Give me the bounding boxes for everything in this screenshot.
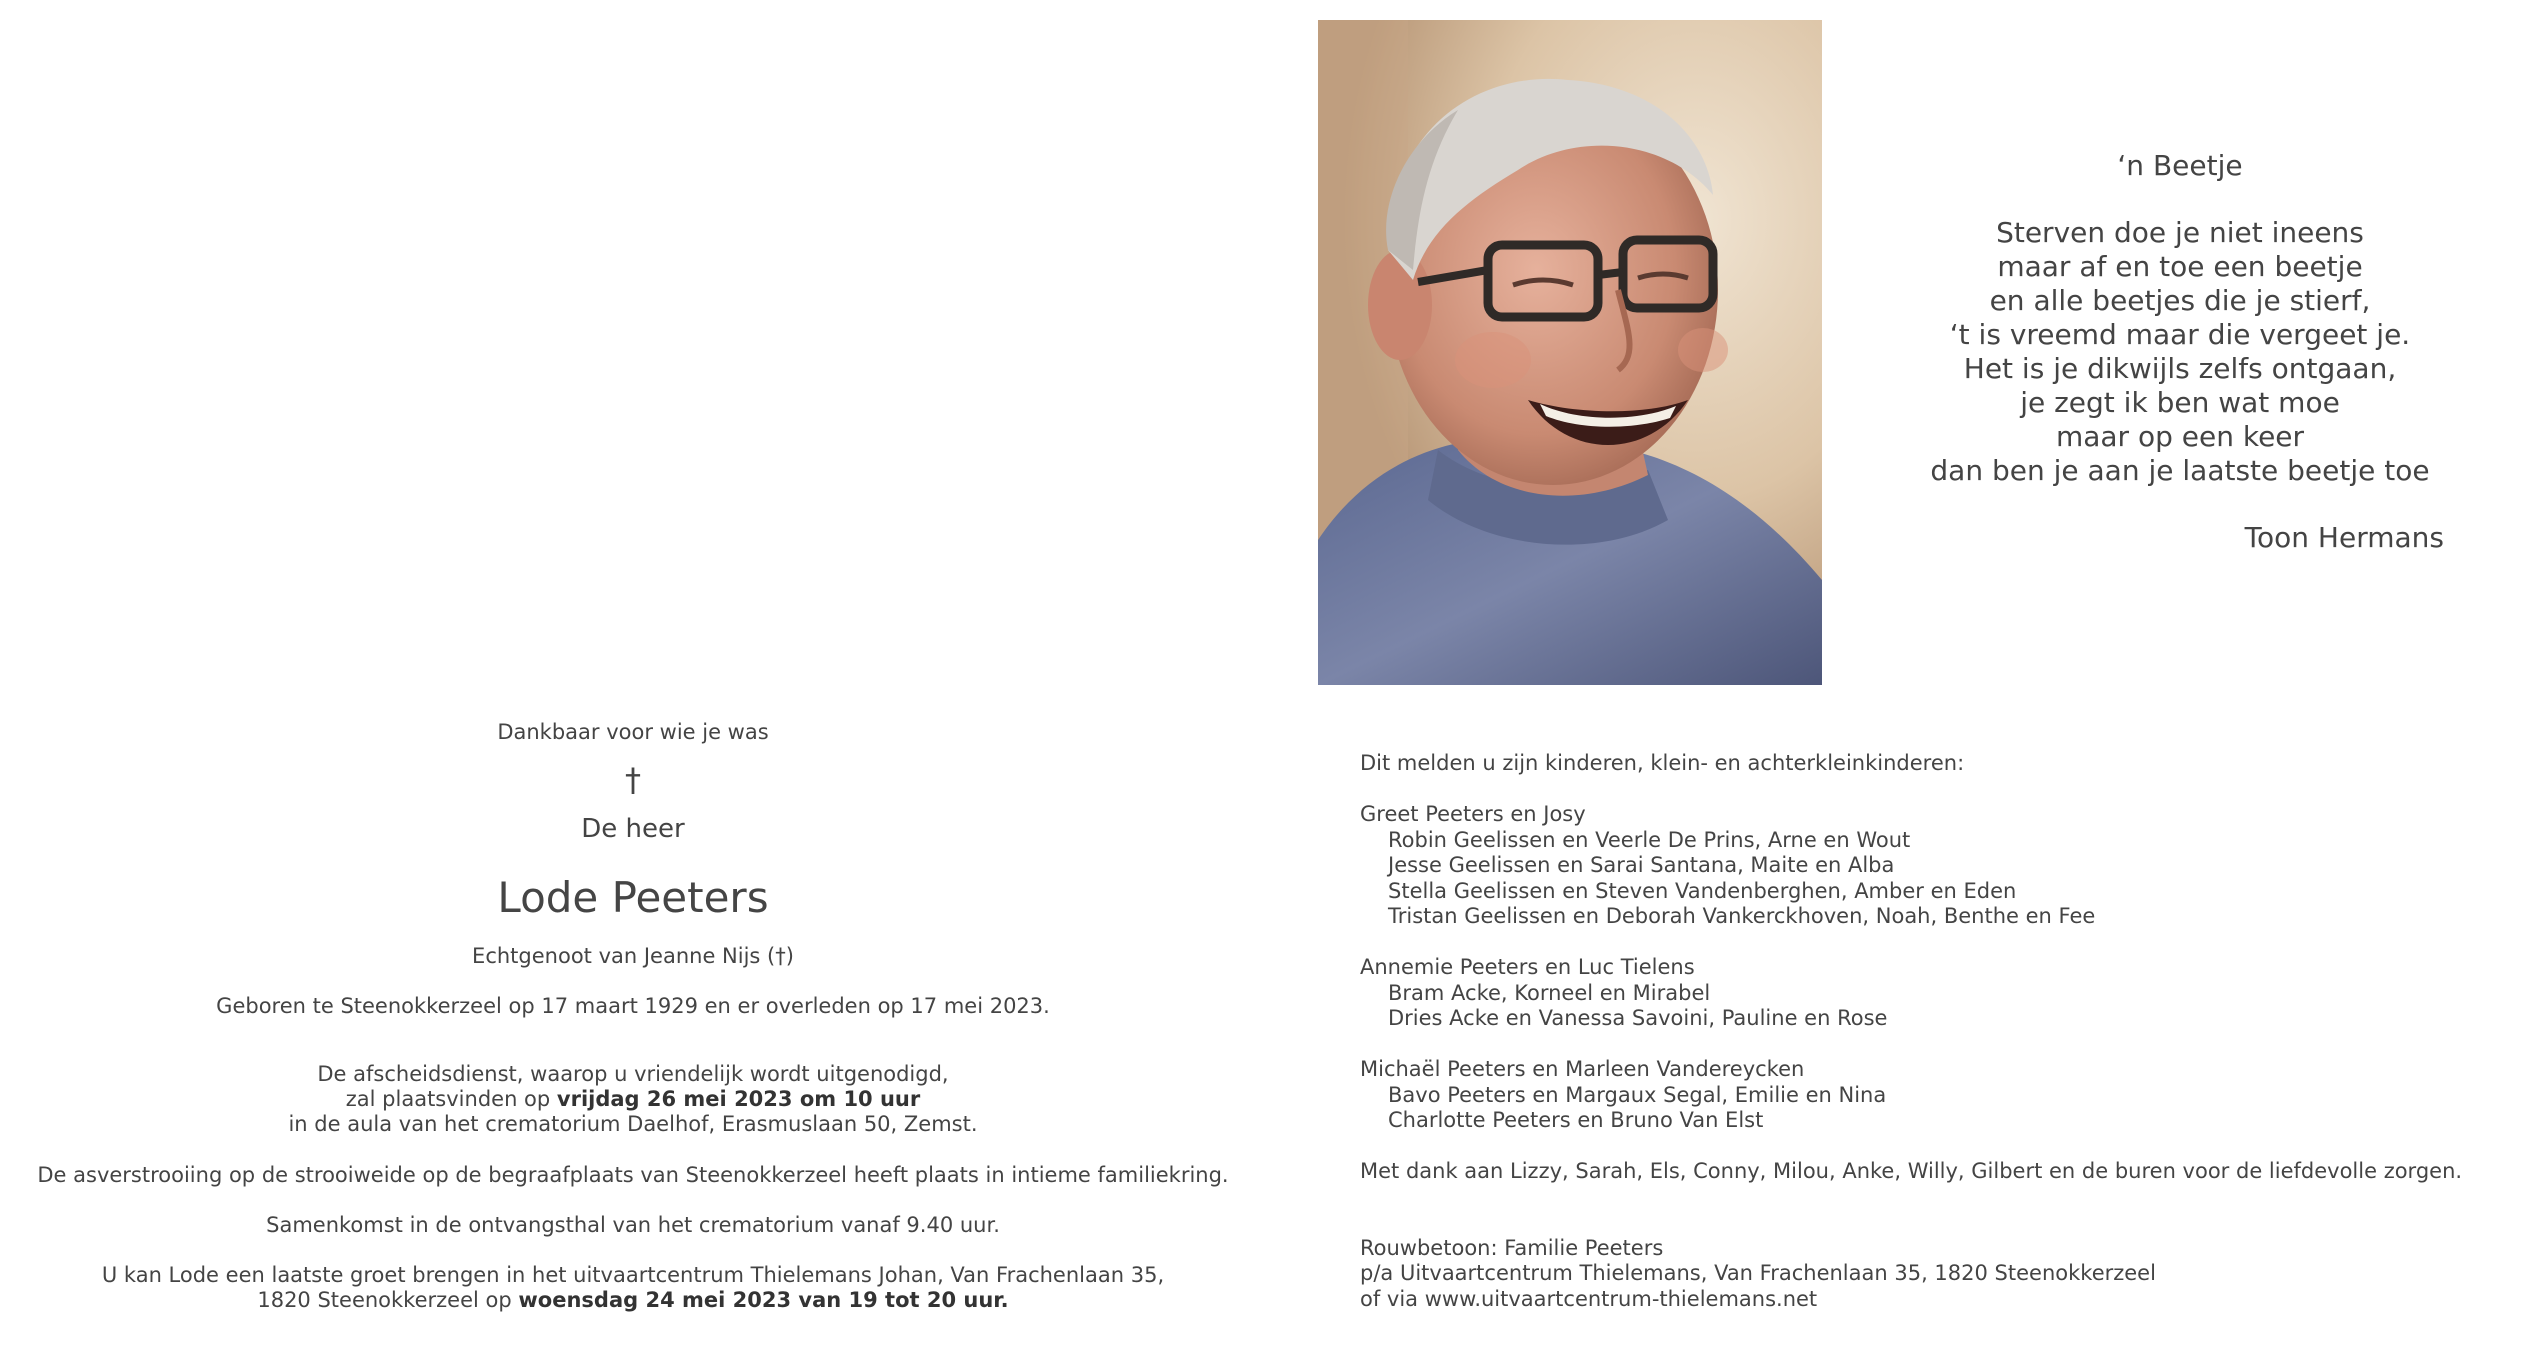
address-line-3: of via www.uitvaartcentrum-thielemans.net xyxy=(1360,1286,1818,1311)
service-date: vrijdag 26 mei 2023 om 10 uur xyxy=(556,1087,921,1111)
farewell-line-2-prefix: 1820 Steenokkerzeel op xyxy=(257,1288,519,1312)
gathering-text: Samenkomst in de ontvangsthal van het crematorium vanaf 9.40 uur. xyxy=(266,1213,1000,1237)
farewell-line-2 xyxy=(0,1288,1266,1313)
service-line-2-prefix: zal plaatsvinden op xyxy=(345,1087,557,1111)
poem-line: ‘t is vreemd maar die vergeet je. xyxy=(1949,318,2411,351)
family-intro: Dit melden u zijn kinderen, klein- en achterkleinkinderen: xyxy=(1360,751,1965,775)
poem-line: Sterven doe je niet ineens xyxy=(1996,216,2364,249)
cross-symbol: † xyxy=(625,761,641,799)
poem-author: Toon Hermans xyxy=(2244,521,2444,554)
family-member: Robin Geelissen en Veerle De Prins, Arne en Wout xyxy=(1388,827,1911,852)
family-member: Jesse Geelissen en Sarai Santana, Maite en Alba xyxy=(1388,853,1895,877)
spacer xyxy=(1360,1185,2500,1211)
family-member: Tristan Geelissen en Deborah Vankerckhoven, Noah, Benthe en Fee xyxy=(1388,904,2096,928)
spacer xyxy=(1360,1032,2500,1058)
poem-line: Het is je dikwijls zelfs ontgaan, xyxy=(1963,352,2397,385)
family-member: Dries Acke en Vanessa Savoini, Pauline en Rose xyxy=(1388,1006,1888,1030)
spouse-text: Echtgenoot van Jeanne Nijs (†) xyxy=(472,944,794,968)
intro-text: Dankbaar voor wie je was xyxy=(497,720,769,744)
portrait-photo xyxy=(1318,20,1822,685)
family-listing xyxy=(1360,751,2500,1312)
farewell-date: woensdag 24 mei 2023 van 19 tot 20 uur. xyxy=(518,1288,1009,1312)
family-group-head: Greet Peeters en Josy xyxy=(1360,802,1586,826)
poem-line: maar af en toe een beetje xyxy=(1997,250,2363,283)
spacer xyxy=(1360,930,2500,956)
farewell-line-1: U kan Lode een laatste groet brengen in het uitvaartcentrum Thielemans Johan, Van Frachenlaan 35, xyxy=(101,1263,1165,1287)
spacer xyxy=(1360,1134,2500,1160)
service-line-3: in de aula van het crematorium Daelhof, Erasmuslaan 50, Zemst. xyxy=(288,1112,978,1136)
address-line-2: p/a Uitvaartcentrum Thielemans, Van Frachenlaan 35, 1820 Steenokkerzeel xyxy=(1360,1261,2156,1285)
family-member: Charlotte Peeters en Bruno Van Elst xyxy=(1388,1108,1764,1132)
family-group-head: Annemie Peeters en Luc Tielens xyxy=(1360,955,1695,979)
deceased-name: Lode Peeters xyxy=(497,873,769,922)
family-group-head: Michaël Peeters en Marleen Vandereycken xyxy=(1360,1057,1805,1081)
family-member: Stella Geelissen en Steven Vandenberghen, Amber en Eden xyxy=(1388,878,2017,903)
birth-death-text: Geboren te Steenokkerzeel op 17 maart 1929 en er overleden op 17 mei 2023. xyxy=(216,994,1050,1018)
title-text: De heer xyxy=(581,814,685,844)
address-line-1: Rouwbetoon: Familie Peeters xyxy=(1360,1235,1664,1260)
poem-title: ‘n Beetje xyxy=(2117,149,2243,182)
poem-line: dan ben je aan je laatste beetje toe xyxy=(1930,454,2430,487)
spacer xyxy=(1360,777,2500,803)
spacer xyxy=(1360,1210,2500,1236)
poem-line: je zegt ik ben wat moe xyxy=(2020,386,2340,419)
service-line-2 xyxy=(0,1087,1266,1112)
portrait-illustration xyxy=(1318,20,1822,685)
thanks-text: Met dank aan Lizzy, Sarah, Els, Conny, Milou, Anke, Willy, Gilbert en de buren voor de liefdevolle zorgen. xyxy=(1360,1159,2463,1183)
poem-line: maar op een keer xyxy=(2055,420,2305,453)
scattering-text: De asverstrooiing op de strooiweide op de begraafplaats van Steenokkerzeel heeft plaats in intieme familiekring. xyxy=(37,1163,1229,1187)
family-member: Bavo Peeters en Margaux Segal, Emilie en Nina xyxy=(1388,1082,1887,1107)
poem-line: en alle beetjes die je stierf, xyxy=(1989,284,2371,317)
family-member: Bram Acke, Korneel en Mirabel xyxy=(1388,980,1711,1005)
service-line-1: De afscheidsdienst, waarop u vriendelijk wordt uitgenodigd, xyxy=(317,1062,949,1086)
